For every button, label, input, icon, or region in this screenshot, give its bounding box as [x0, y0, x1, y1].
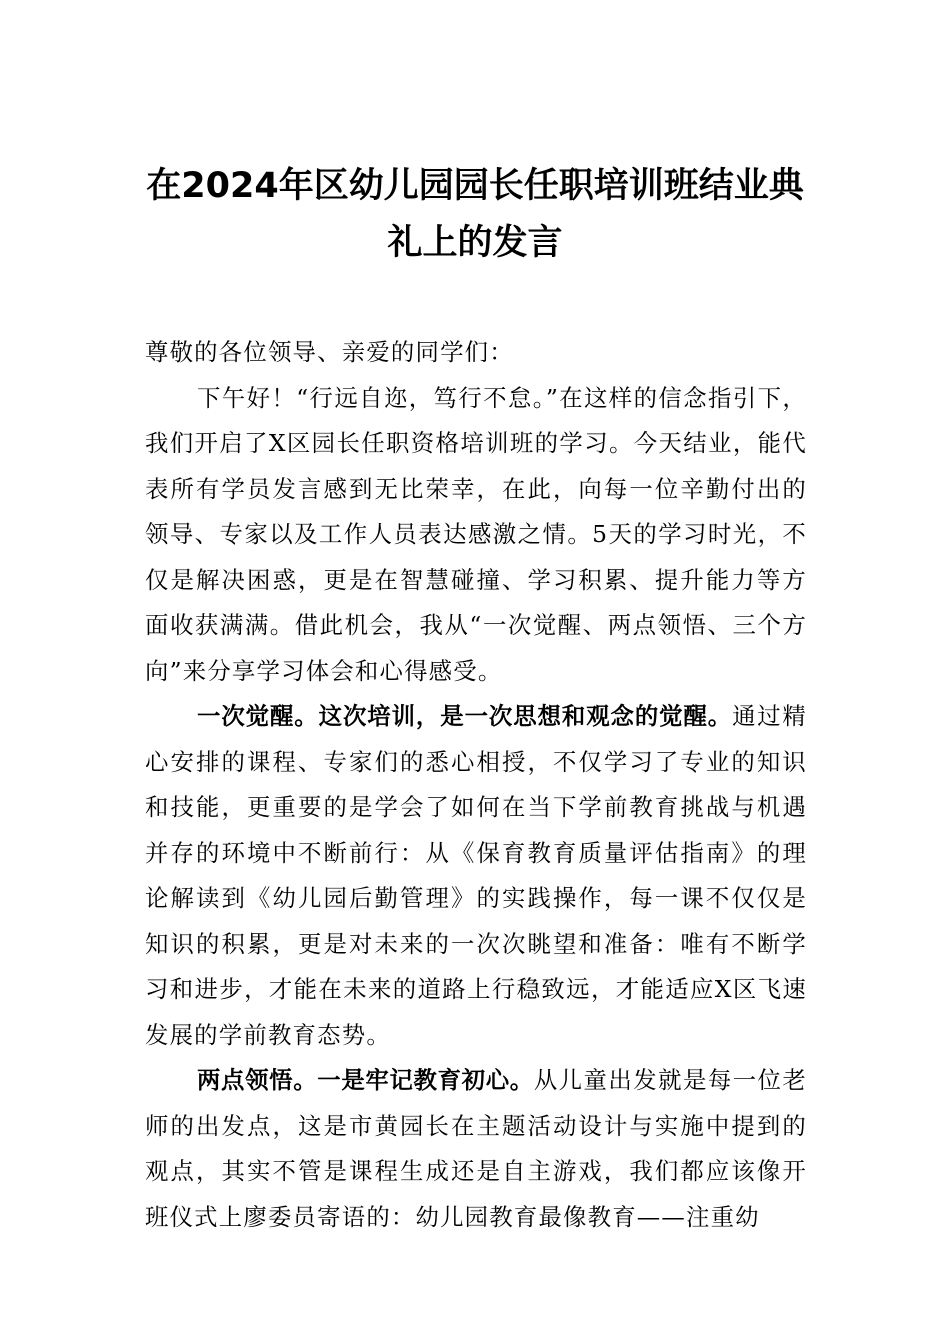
- document-title: [140, 158, 810, 272]
- paragraph-insights: [145, 1058, 807, 1240]
- insights-body: 从儿童出发就是每一位老师的出发点，这是市黄园长在主题活动设计与实施中提到的观点，其实不管是课程生成还是自主游戏，我们都应该像开班仪式上廖委员寄语的：幼儿园教育最像教育——注重幼: [145, 1066, 807, 1231]
- salutation: 尊敬的各位领导、亲爱的同学们：: [145, 338, 514, 366]
- document-body: [145, 330, 807, 1240]
- awakening-body: 通过精心安排的课程、专家们的悉心相授，不仅学习了专业的知识和技能，更重要的是学会了如何在当下学前教育挑战与机遇并存的环境中不断前行：从《保育教育质量评估指南》的理论解读到《幼儿园后勤管理》的实践操作，每一课不仅仅是知识的积累，更是对未来的一次次眺望和准备：唯有不断学习和进步，才能在未来的道路上行稳致远，才能适应X区飞速发展的学前教育态势。: [145, 702, 807, 1049]
- awakening-heading: 一次觉醒。这次培训，是一次思想和观念的觉醒。: [197, 702, 733, 730]
- paragraph-greeting: 下午好！“行远自迩，笃行不怠。”在这样的信念指引下，我们开启了X区园长任职资格培训班的学习。今天结业，能代表所有学员发言感到无比荣幸，在此，向每一位辛勤付出的领导、专家以及工作人员表达感激之情。5天的学习时光，不仅是解决困惑，更是在智慧碰撞、学习积累、提升能力等方面收获满满。借此机会，我从“一次觉醒、两点领悟、三个方向”来分享学习体会和心得感受。: [145, 383, 807, 685]
- title-line-1: 在2024年区幼儿园园长任职培训班结业典: [146, 166, 804, 206]
- paragraph-awakening: [145, 694, 807, 1058]
- insights-heading: 两点领悟。一是牢记教育初心。: [197, 1066, 534, 1094]
- title-line-2: 礼上的发言: [387, 223, 563, 263]
